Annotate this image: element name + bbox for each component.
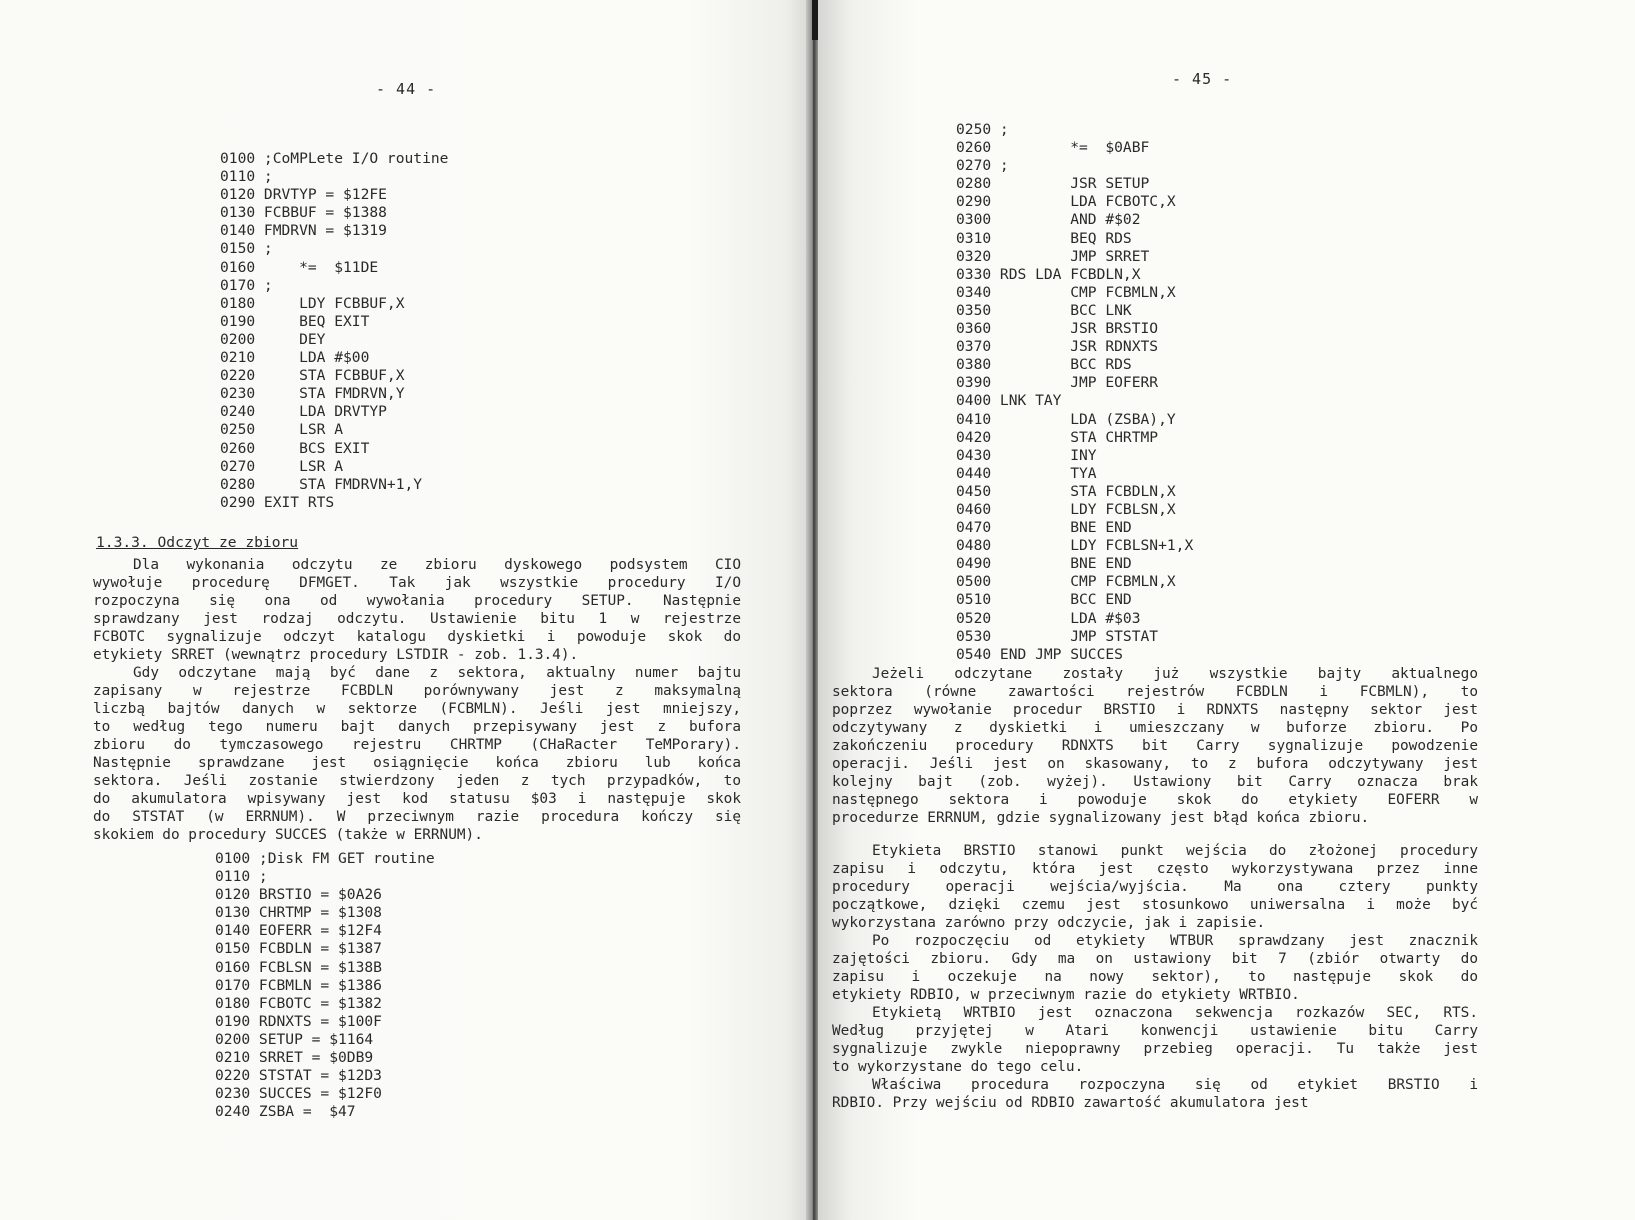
code-line: 0470 BNE END	[956, 519, 1132, 537]
text-line: RDBIO. Przy wejściu od RDBIO zawartość akumulatora jest	[832, 1095, 1309, 1111]
code-line: 0420 STA CHRTMP	[956, 428, 1159, 446]
code-line: 0250 ;	[956, 121, 1009, 138]
code-line: 0260 BCS EXIT	[220, 439, 370, 457]
code-line: 0380 BCC RDS	[956, 356, 1132, 374]
text-line: skokiem do procedury SUCCES (także w ERRNUM).	[93, 827, 483, 843]
paragraph-rdbio	[832, 1076, 1478, 1112]
code-line: 0200 DEY	[220, 330, 326, 348]
code-line: 0120 DRVTYP = $12FE	[220, 186, 387, 204]
code-listing-complete-io	[220, 150, 448, 512]
code-line: 0180 LDY FCBBUF,X	[220, 294, 405, 312]
text-line: Następnie sprawdzane jest osiągnięcie końca zbioru lub końca	[93, 755, 741, 771]
text-line: zbioru do tymczasowego rejestru CHRTMP (CHaRacter TeMPorary).	[93, 737, 741, 753]
code-line: 0280 JSR SETUP	[956, 175, 1150, 193]
paragraph-brstio-entry	[832, 842, 1478, 932]
text-line: zapisany w rejestrze FCBDLN porównywany jest z maksymalną	[93, 683, 741, 699]
code-line: 0310 BEQ RDS	[956, 229, 1132, 247]
text-line: poprzez wywołanie procedur BRSTIO i RDNXTS następny sektor jest	[832, 702, 1478, 718]
text-line: do akumulatora wpisywany jest kod statusu $03 i następuje skok	[93, 791, 741, 807]
paragraph-wrtbio	[832, 1004, 1478, 1076]
text-line: początkowe, dzięki czemu jest stosunkowo uniwersalna i może być	[832, 897, 1478, 913]
right-page	[818, 0, 1635, 1220]
code-line: 0190 BEQ EXIT	[220, 312, 370, 330]
text-line: Etykietą WRTBIO jest oznaczona sekwencja rozkazów SEC, RTS.	[872, 1005, 1478, 1021]
code-line: 0460 LDY FCBLSN,X	[956, 500, 1176, 518]
paragraph-wtbur	[832, 932, 1478, 1004]
paragraph-sector-reading	[832, 665, 1478, 827]
code-line: 0390 JMP EOFERR	[956, 374, 1159, 392]
code-line: 0140 FMDRVN = $1319	[220, 222, 387, 240]
code-line: 0230 SUCCES = $12F0	[215, 1085, 382, 1103]
code-line: 0150 ;	[220, 240, 273, 258]
code-line: 0480 LDY FCBLSN+1,X	[956, 537, 1194, 555]
code-line: 0170 FCBMLN = $1386	[215, 976, 382, 994]
text-line: Gdy odczytane mają być dane z sektora, aktualny numer bajtu	[133, 665, 741, 681]
code-line: 0120 BRSTIO = $0A26	[215, 886, 382, 904]
text-line: to wykorzystane do tego celu.	[832, 1059, 1084, 1075]
text-line: zapisu i oczekuje na nowy sektor), to następuje skok do	[832, 969, 1478, 985]
text-line: rozpoczyna się ona od wywołania procedury SETUP. Następnie	[93, 593, 741, 609]
text-line: operacji. Jeśli jest on skasowany, to z bufora odczytywany jest	[832, 756, 1478, 772]
code-line: 0140 EOFERR = $12F4	[215, 922, 382, 940]
text-line: liczbą bajtów danych w sektorze (FCBMLN). Jeśli jest mniejszy,	[93, 701, 741, 717]
text-line: Jeżeli odczytane zostały już wszystkie bajty aktualnego	[872, 666, 1478, 682]
code-line: 0240 ZSBA = $47	[215, 1103, 356, 1121]
page-number-left: - 44 -	[376, 80, 437, 98]
text-line: wykorzystana zarówno przy odczycie, jak i zapisie.	[832, 915, 1266, 931]
code-line: 0130 CHRTMP = $1308	[215, 904, 382, 922]
text-line: to według tego numeru bajt danych przepisywany jest z bufora	[93, 719, 741, 735]
text-line: zapisu i odczytu, która jest często wykorzystywana przez inne	[832, 861, 1478, 877]
text-line: Etykieta BRSTIO stanowi punkt wejścia do złożonej procedury	[872, 843, 1478, 859]
code-line: 0280 STA FMDRVN+1,Y	[220, 475, 423, 493]
code-line: 0210 SRRET = $0DB9	[215, 1049, 374, 1067]
code-line: 0220 STA FCBBUF,X	[220, 367, 405, 385]
text-line: zajętości zbioru. Gdy ma on ustawiony bit 7 (zbiór otwarty do	[832, 951, 1478, 967]
text-line: następnego sektora i powoduje skok do etykiety EOFERR w	[832, 792, 1478, 808]
text-line: odczytywany z dyskietki i umieszczany w buforze zbioru. Po	[832, 720, 1478, 736]
code-line: 0330 RDS LDA FCBDLN,X	[956, 265, 1141, 283]
text-line: etykiety RDBIO, w przeciwnym razie do etykiety WRTBIO.	[832, 987, 1300, 1003]
code-line: 0260 *= $0ABF	[956, 139, 1150, 157]
text-line: sprawdzany jest rodzaj odczytu. Ustawienie bitu 1 w rejestrze	[93, 611, 741, 627]
code-line: 0450 STA FCBDLN,X	[956, 482, 1176, 500]
code-line: 0100 ;Disk FM GET routine	[215, 850, 435, 867]
code-line: 0430 INY	[956, 446, 1097, 464]
text-line: FCBOTC sygnalizuje odczyt katalogu dyskietki i powoduje skok do	[93, 629, 741, 645]
text-line: Według przyjętej w Atari konwencji ustawienie bitu Carry	[832, 1023, 1478, 1039]
code-line: 0370 JSR RDNXTS	[956, 338, 1159, 356]
code-line: 0440 TYA	[956, 464, 1097, 482]
text-line: kolejny bajt (zob. wyżej). Ustawiony bit Carry oznacza brak	[832, 774, 1478, 790]
text-line: procedury operacji wejścia/wyjścia. Ma ona cztery punkty	[832, 879, 1478, 895]
code-line: 0350 BCC LNK	[956, 301, 1132, 319]
code-line: 0240 LDA DRVTYP	[220, 403, 387, 421]
code-listing-get-routine-body	[956, 121, 1193, 664]
code-line: 0510 BCC END	[956, 591, 1132, 609]
code-line: 0400 LNK TAY	[956, 392, 1062, 410]
section-heading: 1.3.3. Odczyt ze zbioru	[96, 534, 299, 551]
page-number-right: - 45 -	[1172, 70, 1233, 88]
text-line: Właściwa procedura rozpoczyna się od etykiet BRSTIO i	[872, 1077, 1478, 1093]
text-line: etykiety SRRET (wewnątrz procedury LSTDIR - zob. 1.3.4).	[93, 647, 579, 663]
text-line: Po rozpoczęciu od etykiety WTBUR sprawdzany jest znacznik	[872, 933, 1478, 949]
code-line: 0190 RDNXTS = $100F	[215, 1012, 382, 1030]
code-line: 0500 CMP FCBMLN,X	[956, 573, 1176, 591]
code-line: 0490 BNE END	[956, 555, 1132, 573]
code-listing-disk-fm-get	[215, 850, 435, 1121]
code-line: 0210 LDA #$00	[220, 349, 370, 367]
code-line: 0340 CMP FCBMLN,X	[956, 283, 1176, 301]
code-line: 0410 LDA (ZSBA),Y	[956, 410, 1176, 428]
code-line: 0100 ;CoMPLete I/O routine	[220, 150, 449, 167]
text-line: zakończeniu procedury RDNXTS bit Carry sygnalizuje powodzenie	[832, 738, 1478, 754]
code-line: 0160 *= $11DE	[220, 258, 379, 276]
code-line: 0300 AND #$02	[956, 211, 1141, 229]
text-line: sygnalizuje zwykle niepoprawny przebieg operacji. Tu także jest	[832, 1041, 1478, 1057]
code-line: 0290 LDA FCBOTC,X	[956, 193, 1176, 211]
code-line: 0150 FCBDLN = $1387	[215, 940, 382, 958]
code-line: 0360 JSR BRSTIO	[956, 320, 1159, 338]
paragraph-odczyt-details	[93, 664, 741, 844]
code-line: 0270 ;	[956, 157, 1009, 175]
left-page	[0, 0, 810, 1220]
text-line: do STSTAT (w ERRNUM). W przeciwnym razie procedura kończy się	[93, 809, 741, 825]
paragraph-odczyt-intro	[93, 556, 741, 664]
code-line: 0250 LSR A	[220, 421, 344, 439]
code-line: 0230 STA FMDRVN,Y	[220, 385, 405, 403]
code-line: 0170 ;	[220, 276, 273, 294]
code-line: 0290 EXIT RTS	[220, 493, 335, 511]
code-line: 0180 FCBOTC = $1382	[215, 994, 382, 1012]
code-line: 0160 FCBLSN = $138B	[215, 958, 382, 976]
code-line: 0540 END JMP SUCCES	[956, 645, 1123, 663]
code-line: 0200 SETUP = $1164	[215, 1030, 374, 1048]
code-line: 0110 ;	[215, 868, 268, 886]
text-line: Dla wykonania odczytu ze zbioru dyskowego podsystem CIO	[133, 557, 741, 573]
text-line: procedurze ERRNUM, gdzie sygnalizowany jest błąd końca zbioru.	[832, 810, 1370, 826]
text-line: sektora. Jeśli zostanie stwierdzony jeden z tych przypadków, to	[93, 773, 741, 789]
text-line: wywołuje procedurę DFMGET. Tak jak wszystkie procedury I/O	[93, 575, 741, 591]
code-line: 0530 JMP STSTAT	[956, 627, 1159, 645]
code-line: 0130 FCBBUF = $1388	[220, 204, 387, 222]
code-line: 0110 ;	[220, 168, 273, 186]
text-line: sektora (równe zawartości rejestrów FCBDLN i FCBMLN), to	[832, 684, 1478, 700]
code-line: 0270 LSR A	[220, 457, 344, 475]
code-line: 0320 JMP SRRET	[956, 247, 1150, 265]
code-line: 0520 LDA #$03	[956, 609, 1141, 627]
code-line: 0220 STSTAT = $12D3	[215, 1067, 382, 1085]
